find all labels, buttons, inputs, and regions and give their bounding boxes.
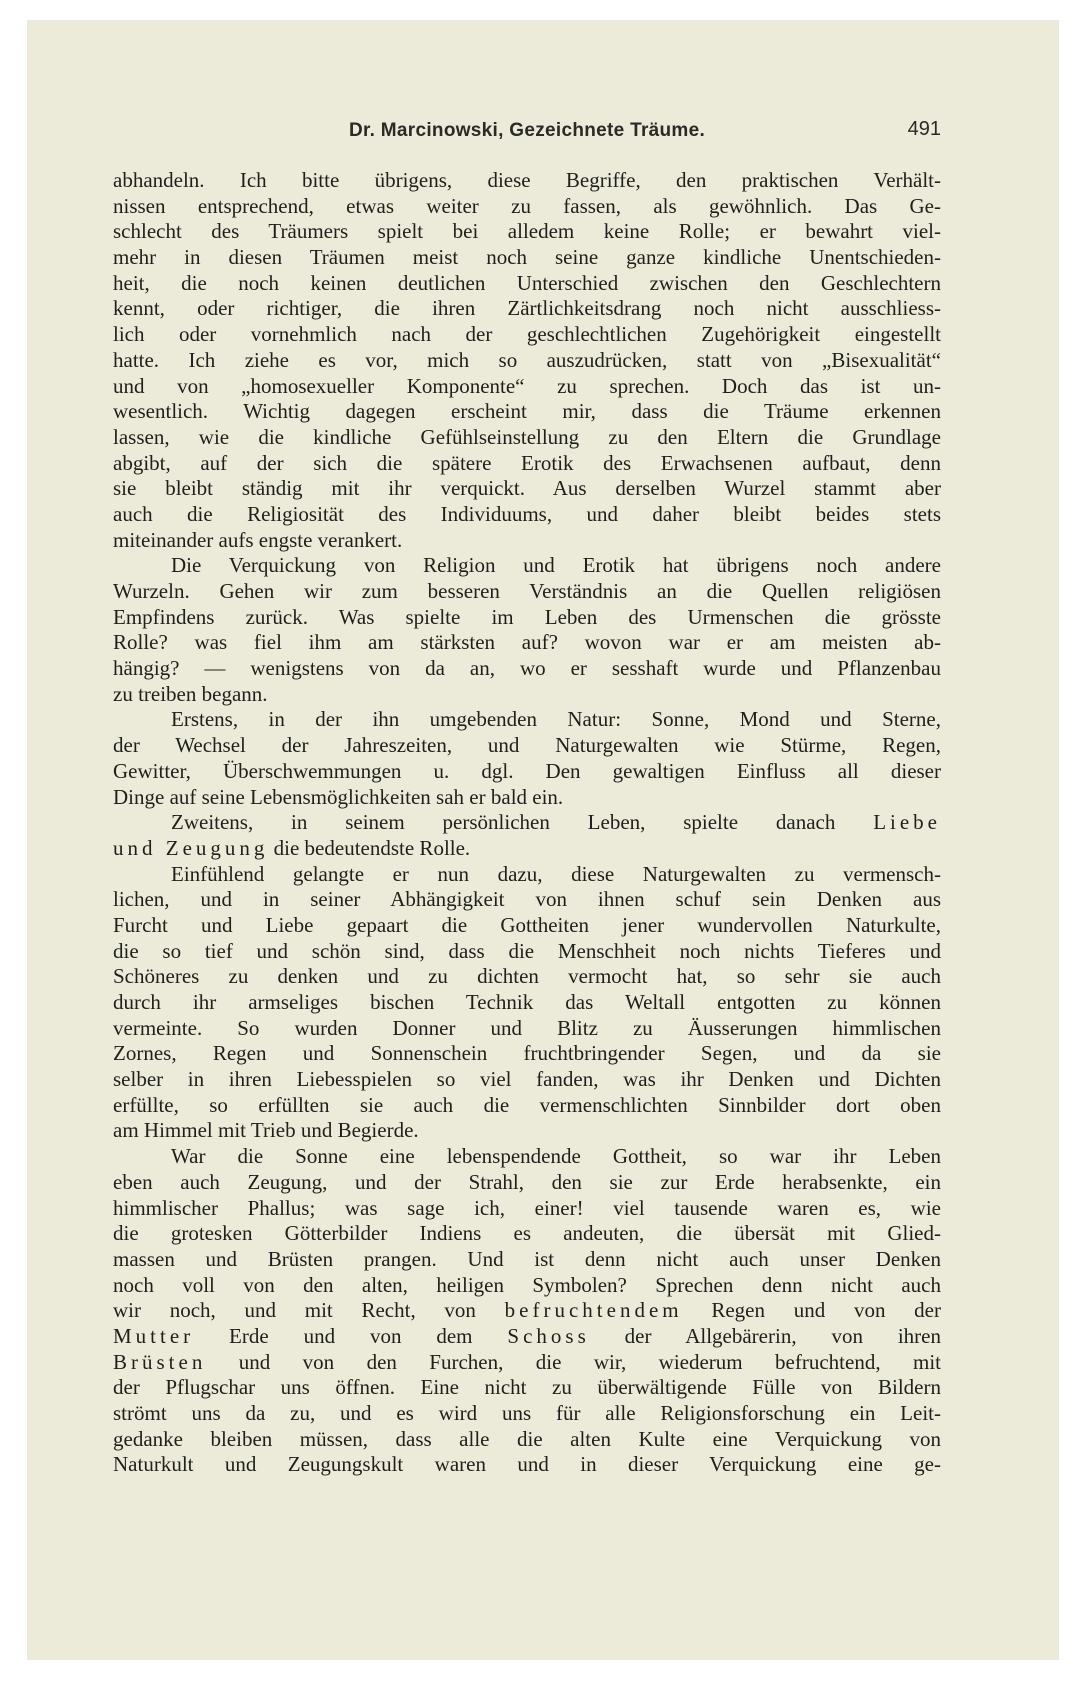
text-line bbox=[113, 579, 941, 605]
running-head bbox=[113, 120, 941, 146]
text-run: eben auch Zeugung, und der Strahl, den sie zur Erde herabsenkte, ein bbox=[113, 1169, 941, 1194]
text-run: am Himmel mit Trieb und Begierde. bbox=[113, 1118, 419, 1143]
text-run: himmlischer Phallus; was sage ich, einer! viel tausende waren es, wie bbox=[113, 1195, 941, 1220]
text-run: strömt uns da zu, und es wird uns für alle Religionsforschung ein Leit- bbox=[113, 1401, 941, 1425]
text-line bbox=[113, 939, 941, 965]
text-run: lassen, wie die kindliche Gefühlseinstellung zu den Eltern die Grundlage bbox=[113, 424, 941, 449]
text-line bbox=[113, 1067, 941, 1093]
spaced-emphasis: Brüsten bbox=[113, 1349, 207, 1374]
text-run: Regen und von der bbox=[682, 1298, 941, 1323]
text-run: und von „homosexueller Komponente“ zu sprechen. Doch das ist un- bbox=[113, 373, 941, 398]
text-line bbox=[113, 656, 941, 682]
text-run: Naturkult und Zeugungskult waren und in dieser Verquickung eine ge- bbox=[113, 1452, 941, 1477]
text-line bbox=[113, 1298, 941, 1324]
text-run: Gewitter, Überschwemmungen u. dgl. Den gewaltigen Einfluss all dieser bbox=[113, 758, 941, 783]
text-run: massen und Brüsten prangen. Und ist denn nicht auch unser Denken bbox=[113, 1246, 941, 1271]
text-run: und von den Furchen, die wir, wiederum befruchtend, mit bbox=[206, 1349, 941, 1374]
text-line bbox=[113, 887, 941, 913]
text-run: wesentlich. Wichtig dagegen erscheint mir, dass die Träume erkennen bbox=[113, 399, 941, 424]
text-line bbox=[113, 785, 941, 811]
text-line bbox=[113, 1093, 941, 1119]
text-line bbox=[113, 1401, 941, 1427]
book-page bbox=[27, 20, 1059, 1660]
text-run: die grotesken Götterbilder Indiens es andeuten, die übersät mit Glied- bbox=[113, 1221, 941, 1246]
text-line bbox=[113, 862, 941, 888]
text-line bbox=[113, 759, 941, 785]
spaced-emphasis: und Zeugung bbox=[113, 835, 269, 860]
text-line bbox=[113, 425, 941, 451]
text-run: Zweitens, in seinem persönlichen Leben, spielte danach bbox=[171, 810, 874, 835]
text-line bbox=[113, 271, 941, 297]
text-run: mehr in diesen Träumen meist noch seine ganze kindliche Unentschieden- bbox=[113, 245, 941, 270]
text-line bbox=[113, 990, 941, 1016]
text-line bbox=[113, 1273, 941, 1299]
text-line bbox=[113, 1350, 941, 1376]
text-line bbox=[113, 296, 941, 322]
text-line bbox=[113, 836, 941, 862]
text-run: Erstens, in der ihn umgebenden Natur: Sonne, Mond und Sterne, bbox=[171, 707, 941, 732]
text-run: abgibt, auf der sich die spätere Erotik des Erwachsenen aufbaut, denn bbox=[113, 450, 941, 475]
text-run: nissen entsprechend, etwas weiter zu fassen, als gewöhnlich. Das Ge- bbox=[113, 193, 941, 218]
text-line bbox=[113, 605, 941, 631]
text-line bbox=[113, 194, 941, 220]
text-run: lich oder vornehmlich nach der geschlechtlichen Zugehörigkeit eingestellt bbox=[113, 322, 941, 347]
text-line bbox=[113, 348, 941, 374]
text-line bbox=[113, 1221, 941, 1247]
text-run: abhandeln. Ich bitte übrigens, diese Begriffe, den praktischen Verhält- bbox=[113, 168, 941, 192]
text-run: die bedeutendste Rolle. bbox=[268, 835, 471, 860]
spaced-emphasis: befruchtendem bbox=[504, 1298, 683, 1323]
text-run: Empfindens zurück. Was spielte im Leben des Urmenschen die grösste bbox=[113, 604, 941, 629]
text-line bbox=[113, 630, 941, 656]
spaced-emphasis: Liebe bbox=[873, 810, 941, 835]
text-line bbox=[113, 399, 941, 425]
text-run: zu treiben begann. bbox=[113, 681, 268, 706]
text-line bbox=[113, 913, 941, 939]
text-run: sie bleibt ständig mit ihr verquickt. Aus derselben Wurzel stammt aber bbox=[113, 476, 941, 501]
text-line bbox=[113, 1452, 941, 1478]
text-line bbox=[113, 1118, 941, 1144]
text-run: miteinander aufs engste verankert. bbox=[113, 527, 403, 552]
text-line bbox=[113, 733, 941, 759]
text-run: auch die Religiosität des Individuums, und daher bleibt beides stets bbox=[113, 501, 941, 526]
text-run: Rolle? was fiel ihm am stärksten auf? wovon war er am meisten ab- bbox=[113, 630, 941, 655]
text-line bbox=[113, 219, 941, 245]
text-line bbox=[113, 502, 941, 528]
text-run: noch voll von den alten, heiligen Symbolen? Sprechen denn nicht auch bbox=[113, 1272, 941, 1297]
text-run: lichen, und in seiner Abhängigkeit von ihnen schuf sein Denken aus bbox=[113, 887, 941, 912]
text-run: die so tief und schön sind, dass die Menschheit noch nichts Tieferes und bbox=[113, 938, 941, 963]
text-line bbox=[113, 374, 941, 400]
text-run: gedanke bleiben müssen, dass alle die alten Kulte eine Verquickung von bbox=[113, 1426, 941, 1451]
text-line bbox=[113, 528, 941, 554]
text-run: erfüllte, so erfüllten sie auch die vermenschlichten Sinnbilder dort oben bbox=[113, 1092, 941, 1117]
text-run: durch ihr armseliges bischen Technik das Weltall entgotten zu können bbox=[113, 990, 941, 1014]
text-run: Einfühlend gelangte er nun dazu, diese Naturgewalten zu vermensch- bbox=[171, 861, 941, 886]
body-text bbox=[113, 168, 941, 1478]
page-number: 491 bbox=[907, 118, 941, 140]
text-line bbox=[113, 810, 941, 836]
text-run: schlecht des Träumers spielt bei alledem keine Rolle; er bewahrt viel- bbox=[113, 219, 941, 244]
text-run: hatte. Ich ziehe es vor, mich so auszudrücken, statt von „Bisexualität“ bbox=[113, 347, 941, 372]
text-run: Schöneres zu denken und zu dichten vermocht hat, so sehr sie auch bbox=[113, 964, 941, 989]
text-run: Dinge auf seine Lebensmöglichkeiten sah er bald ein. bbox=[113, 784, 564, 809]
spaced-emphasis: Mutter bbox=[113, 1323, 195, 1348]
text-line bbox=[113, 1144, 941, 1170]
text-run: der Allgebärerin, von ihren bbox=[589, 1323, 941, 1348]
text-line bbox=[113, 1196, 941, 1222]
text-line bbox=[113, 1324, 941, 1350]
text-run: Wurzeln. Gehen wir zum besseren Verständnis an die Quellen religiösen bbox=[113, 579, 941, 603]
text-run: selber in ihren Liebesspielen so viel fanden, was ihr Denken und Dichten bbox=[113, 1067, 941, 1092]
text-run: wir noch, und mit Recht, von bbox=[113, 1298, 505, 1323]
text-line bbox=[113, 168, 941, 194]
text-line bbox=[113, 476, 941, 502]
text-line bbox=[113, 1247, 941, 1273]
text-line bbox=[113, 1041, 941, 1067]
text-run: kennt, oder richtiger, die ihren Zärtlichkeitsdrang noch nicht ausschliess- bbox=[113, 296, 941, 321]
text-run: Zornes, Regen und Sonnenschein fruchtbringender Segen, und da sie bbox=[113, 1041, 941, 1066]
text-run: hängig? — wenigstens von da an, wo er sesshaft wurde und Pflanzenbau bbox=[113, 656, 941, 681]
text-line bbox=[113, 1170, 941, 1196]
spaced-emphasis: Schoss bbox=[507, 1323, 590, 1348]
text-line bbox=[113, 1375, 941, 1401]
text-line bbox=[113, 245, 941, 271]
text-line bbox=[113, 1016, 941, 1042]
text-run: der Pflugschar uns öffnen. Eine nicht zu überwältigende Fülle von Bildern bbox=[113, 1375, 941, 1400]
text-run: der Wechsel der Jahreszeiten, und Naturgewalten wie Stürme, Regen, bbox=[113, 733, 941, 758]
text-run: vermeinte. So wurden Donner und Blitz zu Äusserungen himmlischen bbox=[113, 1015, 941, 1040]
text-line bbox=[113, 707, 941, 733]
text-line bbox=[113, 322, 941, 348]
text-line bbox=[113, 964, 941, 990]
text-run: Erde und von dem bbox=[194, 1323, 508, 1348]
text-line bbox=[113, 1427, 941, 1453]
text-run: Die Verquickung von Religion und Erotik hat übrigens noch andere bbox=[171, 553, 941, 578]
text-line bbox=[113, 682, 941, 708]
text-run: War die Sonne eine lebenspendende Gottheit, so war ihr Leben bbox=[171, 1144, 941, 1169]
text-line bbox=[113, 451, 941, 477]
text-run: Furcht und Liebe gepaart die Gottheiten jener wundervollen Naturkulte, bbox=[113, 912, 941, 937]
text-run: heit, die noch keinen deutlichen Unterschied zwischen den Geschlechtern bbox=[113, 270, 941, 295]
running-title: Dr. Marcinowski, Gezeichnete Träume. bbox=[348, 120, 706, 141]
text-line bbox=[113, 553, 941, 579]
